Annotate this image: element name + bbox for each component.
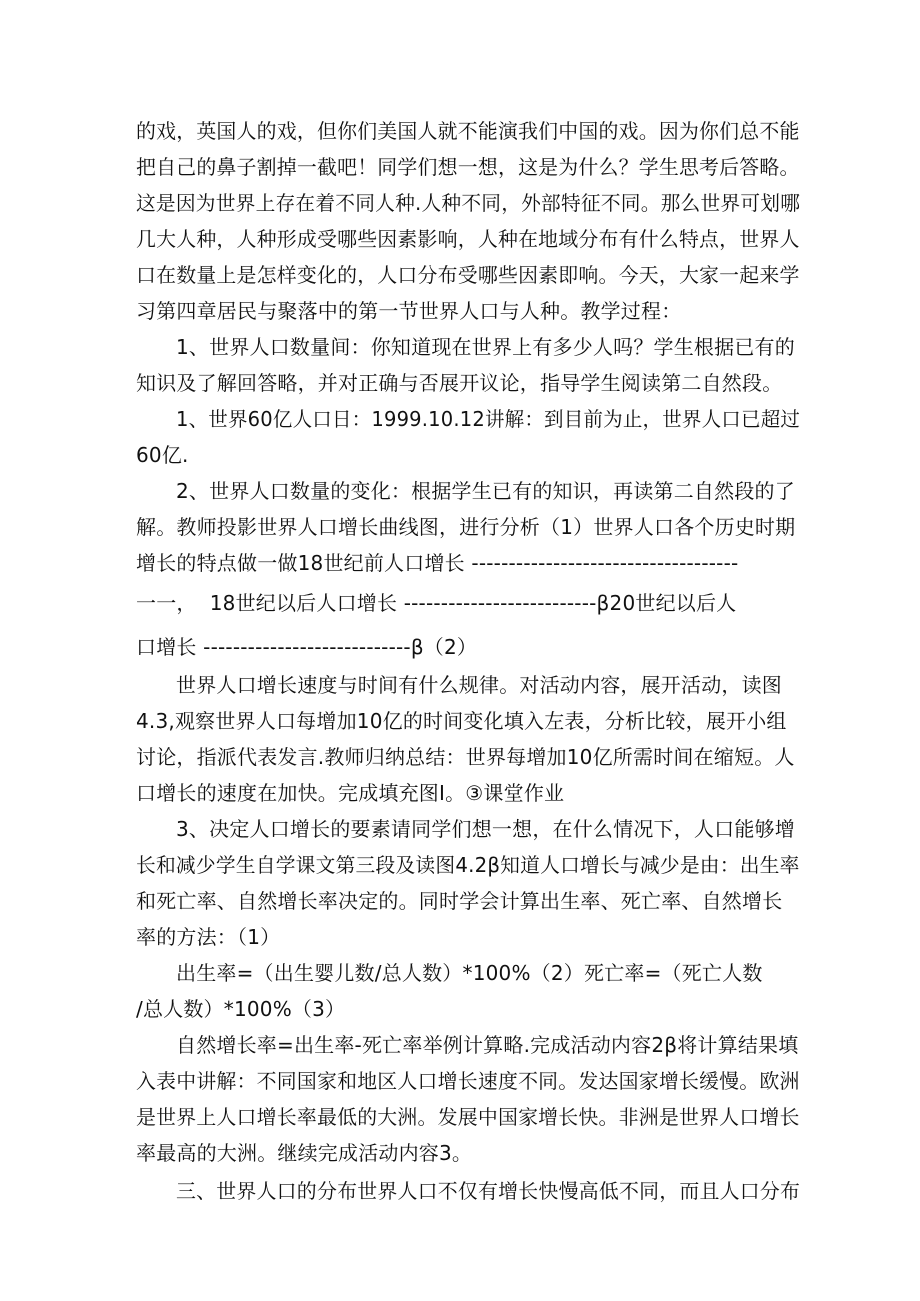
text-line: 口增长的速度在加快。完成填充图I。③课堂作业 [136, 781, 565, 805]
text-line: 和死亡率、自然增长率决定的。同时学会计算出生率、死亡率、自然增长 [136, 889, 783, 913]
text-line: 是世界上人口增长率最低的大洲。发展中国家增长快。非洲是世界人口增长 [136, 1105, 800, 1129]
text-line: 几大人种，人种形成受哪些因素影响，人种在地域分布有什么特点，世界人 [136, 227, 800, 251]
text-line: 一一， 18世纪以后人口增长 --------------------------β20世纪以后人 [136, 591, 737, 615]
text-line: 习第四章居民与聚落中的第一节世界人口与人种。教学过程： [136, 299, 682, 323]
text-line: 入表中讲解：不同国家和地区人口增长速度不同。发达国家增长缓慢。欧洲 [136, 1069, 800, 1093]
text-line: 3、决定人口增长的要素请同学们想一想，在什么情况下，人口能够增 [176, 817, 795, 841]
text-line: 世界人口增长速度与时间有什么规律。对活动内容，展开活动，读图 [176, 673, 782, 697]
text-line: 长和减少学生自学课文第三段及读图4.2β知道人口增长与减少是由：出生率 [136, 853, 800, 877]
text-line: 1、世界60亿人口日：1999.10.12讲解：到目前为止，世界人口已超过 [176, 407, 801, 431]
text-line: 这是因为世界上存在着不同人种.人种不同，外部特征不同。那么世界可划哪 [136, 191, 801, 215]
text-line: 三、世界人口的分布世界人口不仅有增长快慢高低不同，而且人口分布 [176, 1179, 801, 1203]
text-line: 出生率=（出生婴儿数/总人数）*100%（2）死亡率=（死亡人数 [176, 961, 763, 985]
text-line: 率的方法：（1） [136, 925, 281, 949]
text-line: 的戏，英国人的戏，但你们美国人就不能演我们中国的戏。因为你们总不能 [136, 119, 800, 143]
text-line: 把自己的鼻子割掉一截吧！同学们想一想，这是为什么？学生思考后答略。 [136, 155, 800, 179]
text-line: 知识及了解回答略，并对正确与否展开议论，指导学生阅读第二自然段。 [136, 371, 783, 395]
text-line: 自然增长率=出生率-死亡率举例计算略.完成活动内容2β将计算结果填 [176, 1033, 799, 1057]
text-line: 2、世界人口数量的变化：根据学生已有的知识，再读第二自然段的了 [176, 479, 795, 503]
text-line: 讨论，指派代表发言.教师归纳总结：世界每增加10亿所需时间在缩短。人 [136, 745, 795, 769]
text-line: 率最高的大洲。继续完成活动内容3。 [136, 1141, 473, 1165]
text-line: /总人数）*100%（3） [136, 997, 346, 1021]
text-line: 解。教师投影世界人口增长曲线图，进行分析（1）世界人口各个历史时期 [136, 515, 796, 539]
text-line: 口在数量上是怎样变化的，人口分布受哪些因素即响。今天，大家一起来学 [136, 263, 800, 287]
text-line: 1、世界人口数量间：你知道现在世界上有多少人吗？学生根据已有的 [176, 335, 795, 359]
text-line: 口增长 ----------------------------β（2） [136, 635, 478, 659]
text-line: 4.3,观察世界人口每增加10亿的时间变化填入左表，分析比较，展开小组 [136, 709, 787, 733]
text-line: 60亿. [136, 443, 189, 467]
text-line: 增长的特点做一做18世纪前人口增长 ------------------------------------ [136, 551, 739, 575]
